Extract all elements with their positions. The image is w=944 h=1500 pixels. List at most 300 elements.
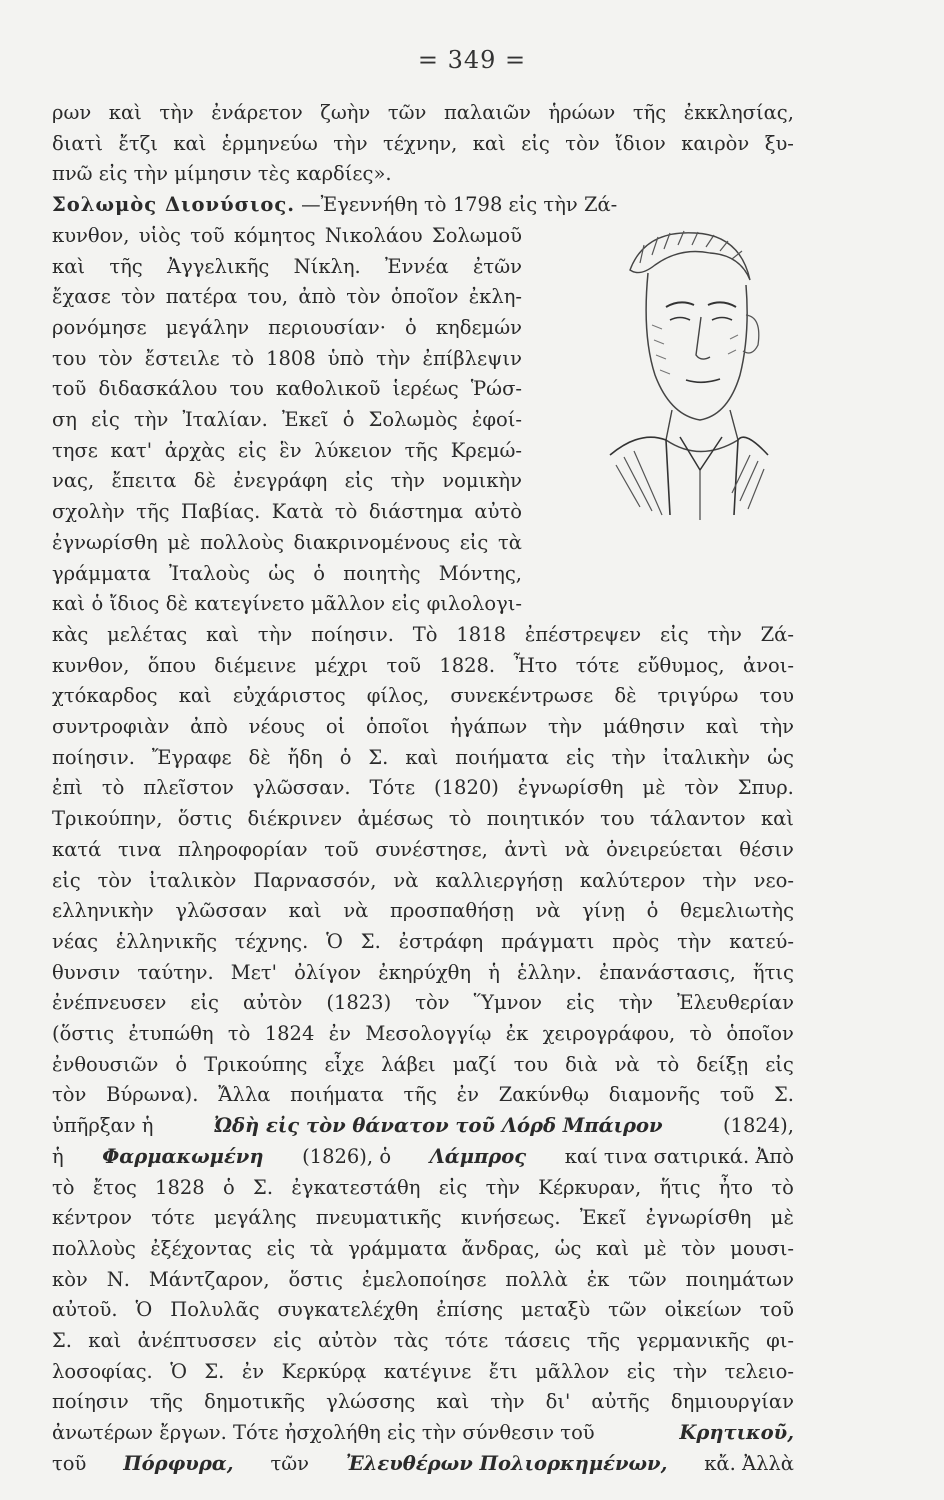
word: μὲ <box>167 530 191 554</box>
text-line <box>52 1144 794 1170</box>
word: συντροφιὰν <box>52 715 170 738</box>
word: ρων <box>52 101 92 124</box>
word: καὶ <box>52 592 86 616</box>
word: δὲ <box>165 592 188 616</box>
word: ξυ- <box>764 131 794 155</box>
word: χτόκαρδος <box>52 684 158 708</box>
word: καὶ <box>288 899 322 923</box>
word: ποιήματα <box>290 1083 384 1107</box>
word: δὲ <box>614 684 637 708</box>
word: τοῦ <box>719 1083 755 1107</box>
word: Ἐλευθερίαν <box>677 991 794 1015</box>
text-run: τοῦ <box>52 1451 87 1475</box>
word: Κατὰ <box>271 500 324 524</box>
word: νεο- <box>753 868 794 892</box>
word: συγκατελέχθη <box>277 1298 419 1322</box>
word: Νίκλη. <box>293 254 361 278</box>
word: καὶ <box>760 807 794 831</box>
text-line <box>52 1389 794 1415</box>
word: ἐγνωρίσθη <box>517 776 624 800</box>
word: κέντρον <box>52 1206 132 1230</box>
word: ἡρώων <box>548 101 616 124</box>
word: γλῶσσαν. <box>252 776 351 800</box>
word: τὸν <box>98 346 133 370</box>
word: πολλοὺς <box>200 530 284 554</box>
text-line <box>52 929 794 955</box>
word: γλῶσσαν <box>175 899 267 923</box>
word: νας, <box>52 469 95 493</box>
text-line <box>52 1420 794 1446</box>
word: Σ. <box>773 1083 794 1107</box>
word: ἠγάπων <box>450 715 528 738</box>
word: ὅπου <box>147 653 196 677</box>
word: θέσιν <box>739 837 794 861</box>
word: πρὸς <box>612 929 660 953</box>
word: Ἐννέα <box>385 254 449 278</box>
word: αὐτῆς <box>591 1390 650 1414</box>
word: εἰς <box>52 868 81 892</box>
text-run: (1826), ὁ <box>302 1144 392 1168</box>
word: Ἰταλίαν. <box>182 408 268 431</box>
word: τῶν <box>608 1298 647 1322</box>
word: τοῦ <box>324 837 359 861</box>
word: ἀπὸ <box>298 285 337 309</box>
word: αὐτὸ <box>474 500 522 524</box>
word: Ἰταλοὺς <box>169 561 250 585</box>
word: καὶ <box>52 254 86 278</box>
word: κατά <box>52 837 102 861</box>
word: εἰς <box>459 530 489 554</box>
word: τὴν <box>376 346 411 370</box>
word: μεταξὺ <box>520 1298 591 1322</box>
word: ὁ <box>91 592 104 616</box>
word: εἰς <box>659 622 689 646</box>
text-line <box>52 1297 794 1323</box>
word: (1823) <box>326 991 392 1015</box>
word: ὁποῖον <box>390 285 459 309</box>
word: ὡς <box>268 561 296 585</box>
word: Μεσολογγίῳ <box>365 1022 492 1045</box>
text-line <box>52 438 522 464</box>
section-heading: Σολωμὸς Διονύσιος. <box>52 193 296 217</box>
word: τοῦ <box>52 377 87 401</box>
word: τὸ <box>334 500 358 524</box>
word: εἰς <box>765 1052 794 1076</box>
word: ποιητὴς <box>343 561 421 585</box>
word: ἐφοί- <box>471 408 522 431</box>
text-line <box>52 714 794 740</box>
word: ἓν <box>279 438 302 462</box>
word: ἔχασε <box>52 285 111 309</box>
word: κινήσεως. <box>460 1206 561 1230</box>
word: αὐτὸν <box>317 1329 378 1352</box>
word: καὶ <box>436 1390 470 1414</box>
word: καὶ <box>405 745 439 769</box>
word: Σ. <box>204 1359 225 1383</box>
word: Ζακύνθῳ <box>498 1083 589 1107</box>
word: ἐνθουσιῶν <box>52 1052 159 1076</box>
word: τέχνην, <box>383 131 458 155</box>
word: πληροφορίαν <box>178 837 308 861</box>
text-line <box>52 530 522 556</box>
word: Σ. <box>368 745 389 769</box>
word: τὴν <box>485 1175 520 1199</box>
word: Σ. <box>52 1329 72 1352</box>
text-line <box>52 1113 794 1139</box>
word: ποίησιν. <box>52 745 135 769</box>
word: κυνθον, <box>52 653 130 677</box>
text-line <box>52 284 522 310</box>
word: μὲ <box>642 776 666 800</box>
word: τὸ <box>231 346 255 370</box>
word: δημιουργίαν <box>670 1390 794 1414</box>
word: Νικολάου <box>324 223 423 247</box>
word: καιρὸν <box>681 131 750 155</box>
word: εἰς <box>190 991 219 1015</box>
word: τὴν <box>672 1359 708 1383</box>
word: τριγύρω <box>657 684 739 708</box>
word: εὔθυμος, <box>637 653 725 677</box>
text-line <box>52 683 794 709</box>
word: ἴδιον <box>615 131 666 155</box>
word: τῆς <box>136 500 170 524</box>
word: δείξῃ <box>696 1052 749 1076</box>
word: τὴν <box>257 622 293 646</box>
word: εἶχε <box>324 1052 365 1076</box>
word: τότε <box>151 1206 195 1230</box>
word: ἐτῶν <box>472 254 522 278</box>
word: τὸν <box>565 131 600 155</box>
word: μουσι- <box>730 1236 794 1260</box>
word: 1828. <box>439 653 496 677</box>
text-line <box>52 223 522 249</box>
word: τὴν <box>390 469 425 493</box>
text-line <box>52 1082 794 1108</box>
word: ποιημάτων <box>685 1267 794 1291</box>
word: Ἀγγελικῆς <box>167 254 270 278</box>
text-line <box>52 376 522 402</box>
word: διακρινομένους <box>293 530 451 554</box>
word: ἐν <box>456 1083 479 1107</box>
word: ὁποῖον <box>726 1022 794 1045</box>
word: φι- <box>766 1329 794 1352</box>
word: ἐκκλησίας, <box>683 101 794 124</box>
word: μὲ <box>770 1206 794 1230</box>
word: ποίησιν. <box>311 622 394 646</box>
word: (ὅστις <box>52 1022 115 1045</box>
word: μαζί <box>452 1052 497 1076</box>
word: αὐτοῦ. <box>52 1298 118 1322</box>
word: εἰς <box>565 745 595 769</box>
word: Πολυλᾶς <box>170 1298 260 1322</box>
word: τῆς <box>149 1390 184 1414</box>
word: Ὁ <box>135 1298 153 1322</box>
word: Μόντης, <box>438 561 522 585</box>
word: του <box>759 684 794 708</box>
word: 1818 <box>456 622 507 646</box>
word: Ὕμνον <box>473 991 543 1015</box>
word: οἱ <box>325 715 346 738</box>
word: τὸν <box>684 776 719 800</box>
word: καὶ <box>472 131 506 155</box>
word: ὁ <box>313 561 326 585</box>
word: Ἦτο <box>513 653 558 677</box>
word: τάλαντον <box>649 807 746 831</box>
text-line <box>52 346 522 372</box>
word: τῆς <box>403 1083 437 1107</box>
word: νὰ <box>343 899 369 923</box>
word: καὶ <box>206 622 240 646</box>
word: κὰς <box>52 622 89 646</box>
word: μᾶλλον <box>535 1359 610 1383</box>
word: τησε <box>52 438 98 462</box>
text-line <box>52 960 794 986</box>
word: ελληνικὴν <box>52 899 154 923</box>
word: συνεκέντρωσε <box>450 684 594 708</box>
text-line <box>52 622 794 648</box>
word: κηδεμών <box>435 315 522 339</box>
word: κατεύ- <box>729 929 794 953</box>
word: κατέγινε <box>383 1359 472 1383</box>
word: τέχνης. <box>234 929 309 953</box>
word: του <box>229 377 264 401</box>
word: τὴν <box>333 131 368 155</box>
text-run: ἀνωτέρων ἔργων. Τότε ἠσχολήθη εἰς τὴν σύνθεσιν τοῦ <box>52 1421 595 1445</box>
word: Κερκύρᾳ <box>281 1359 367 1383</box>
word: Τρικούπης <box>204 1052 308 1076</box>
word: ἐκηρύχθη <box>378 960 472 984</box>
word: ἀντὶ <box>504 837 548 861</box>
text-line: πνῶ εἰς τὴν μίμησιν τὲς καρδίες». <box>52 162 392 186</box>
word: πατέρα <box>165 285 238 309</box>
word: Σολωμοῦ <box>431 223 522 247</box>
word: ἔπειτα <box>111 469 177 493</box>
word: νὰ <box>393 868 419 892</box>
word: τὰ <box>309 1236 334 1260</box>
word: Σ. <box>360 929 381 953</box>
text-line <box>52 653 794 679</box>
word: Παβίας. <box>180 500 261 524</box>
word: ὁ <box>342 408 355 431</box>
word: ζωὴν <box>320 101 371 124</box>
word: εἰς <box>438 1175 468 1199</box>
word: γράμματα <box>52 561 151 585</box>
work-title: Ἐλευθέρων Πολιορκημένων, <box>345 1451 668 1475</box>
text-line <box>52 468 522 494</box>
word: νομικὴν <box>442 469 522 493</box>
text-run: —Ἐγεννήθη τὸ 1798 εἰς τὴν Ζά- <box>301 193 618 217</box>
word: τὸν <box>415 991 450 1015</box>
word: διαμονῆς <box>608 1083 701 1107</box>
text-line <box>52 1451 794 1477</box>
word: ὡς <box>767 745 794 769</box>
word: τοῦ <box>759 1298 794 1322</box>
word: τῆς <box>109 254 143 278</box>
word: ὁ <box>405 315 417 339</box>
word: τὸ <box>656 1052 680 1076</box>
word: καλύτερον <box>579 868 686 892</box>
word: μᾶλλον <box>310 592 386 616</box>
word: εἰς <box>391 592 421 616</box>
word: Τὸ <box>412 622 438 646</box>
portrait-engraving <box>600 225 778 624</box>
word: τάσεις <box>504 1329 571 1352</box>
word: ἴδιος <box>109 592 160 616</box>
word: τὴν <box>490 1390 525 1414</box>
word: γερμανικῆς <box>636 1329 750 1352</box>
word: τὴν <box>611 745 646 769</box>
word: ἀνοι- <box>742 653 794 677</box>
text-line <box>52 806 794 832</box>
word: δημοτικῆς <box>204 1390 306 1414</box>
word: καὶ <box>108 101 142 124</box>
word: ση <box>52 408 77 431</box>
word: κατεγίνετο <box>194 592 305 616</box>
word: καὶ <box>705 715 739 738</box>
text-line <box>52 100 794 126</box>
word: ἡ <box>488 960 500 984</box>
word: εἰς <box>566 991 595 1015</box>
text-line <box>52 1175 794 1201</box>
word: 1828 <box>155 1175 205 1199</box>
word: μέχρι <box>314 653 369 677</box>
word: τὴν <box>133 408 169 431</box>
word: Ν. <box>106 1267 130 1291</box>
word: τῆς <box>586 1329 621 1352</box>
text-line <box>52 990 794 1016</box>
word: δι' <box>545 1390 571 1414</box>
text-line <box>52 898 794 924</box>
word: του <box>600 807 635 831</box>
word: Σ. <box>253 1175 274 1199</box>
word: μὲ <box>643 1236 667 1260</box>
word: ἐπέστρεψεν <box>524 622 642 646</box>
word: Ὁ <box>170 1359 187 1383</box>
word: ἑλλην. <box>516 960 582 984</box>
word: Τρικούπην, <box>52 807 163 831</box>
word: Ὁ <box>326 929 343 953</box>
word: ταύτην. <box>137 960 214 984</box>
word: μελέτας <box>107 622 188 646</box>
word: τὸ <box>448 807 472 831</box>
text-line <box>52 407 522 433</box>
word: λάβει <box>381 1052 436 1076</box>
word: σχολὴν <box>52 500 125 524</box>
text-run: ὑπῆρξαν ἡ <box>52 1114 154 1138</box>
word: ἐνέπνευσεν <box>52 991 167 1015</box>
word: ποιήματα <box>455 745 549 769</box>
word: πράγματι <box>501 929 595 953</box>
word: ἀμέσως <box>357 807 434 831</box>
word: Ζά- <box>760 622 794 646</box>
word: εἰς <box>273 1329 302 1352</box>
word: καὶ <box>173 131 207 155</box>
text-line <box>52 1328 794 1354</box>
word: εἰς <box>237 438 267 462</box>
word: εἰς <box>626 1359 656 1383</box>
text-line <box>52 1052 794 1078</box>
word: ἀρχὰς <box>164 438 226 462</box>
word: ἐκ <box>505 1022 529 1045</box>
text-run: κἄ. Ἀλλὰ <box>704 1451 794 1475</box>
word: νὰ <box>535 899 561 923</box>
word: Κρεμώ- <box>450 438 522 462</box>
word: καὶ <box>88 1329 122 1352</box>
word: ἔτος <box>92 1175 137 1199</box>
word: Σολωμὸς <box>368 408 458 431</box>
work-title: Λάμπρος <box>429 1144 527 1168</box>
word: ἐγκατεστάθη <box>291 1175 421 1199</box>
word: τοῦ <box>190 223 225 247</box>
word: νέας <box>52 929 99 953</box>
word: θεμελιωτὴς <box>680 899 794 923</box>
word: διατὶ <box>52 131 103 155</box>
word: ὡς <box>554 1236 582 1260</box>
word: ἦτο <box>718 1175 754 1199</box>
word: λοσοφίας. <box>52 1359 153 1383</box>
word: εἰς <box>521 131 550 155</box>
word: ὀνειρεύεται <box>606 837 723 861</box>
word: τοῦ <box>386 653 421 677</box>
word: ἐγνωρίσθη <box>645 1206 752 1230</box>
text-line <box>52 591 522 617</box>
word: πλεῖστον <box>143 776 234 800</box>
word: θυνσιν <box>52 960 121 984</box>
word: ὑπὸ <box>327 346 365 370</box>
word: Βύρωνα). <box>106 1083 199 1107</box>
word: ὁ <box>222 1175 235 1199</box>
word: τὴν <box>159 101 194 124</box>
word: ἐγνωρίσθη <box>52 530 158 554</box>
word: νὰ <box>614 1052 640 1076</box>
word: εὐχάριστος <box>232 684 346 708</box>
word: ὀλίγον <box>294 960 362 984</box>
word: τῆς <box>404 438 439 462</box>
word: ἑλληνικῆς <box>115 929 218 953</box>
word: τὸ <box>689 1022 713 1045</box>
word: ἐκλη- <box>468 285 522 309</box>
word: ἔτι <box>488 1359 518 1383</box>
work-title: Ὠδὴ εἰς τὸν θάνατον τοῦ Λόρδ Μπάιρον <box>213 1114 663 1138</box>
word: ἐπανάστασις, <box>599 960 736 984</box>
word: ἐστράφη <box>398 929 484 953</box>
word: τὴν <box>707 622 742 646</box>
word: ποιητικόν <box>486 807 585 831</box>
word: ρονόμησε <box>52 315 147 339</box>
text-line <box>52 868 794 894</box>
text-run: (1824), <box>722 1114 794 1138</box>
word: τὴν <box>702 868 737 892</box>
text-line <box>52 131 794 157</box>
word: καθολικοῦ <box>275 377 381 401</box>
word: διέμεινε <box>214 653 297 677</box>
word: φιλολογι- <box>426 592 522 616</box>
text-run: καί τινα σατιρικά. Ἀπὸ <box>564 1144 794 1168</box>
word: τὴν <box>677 929 712 953</box>
word: ἐκ <box>586 1267 610 1291</box>
word: κόμητος <box>233 223 316 247</box>
word: τὸν <box>681 1236 716 1260</box>
word: Ἐκεῖ <box>579 1206 627 1230</box>
word: περιουσίαν· <box>268 315 386 339</box>
work-title: Φαρμακωμένη <box>102 1144 264 1168</box>
word: συνέστησε, <box>375 837 488 861</box>
word: γλώσσης <box>326 1390 416 1414</box>
text-line <box>52 499 522 525</box>
word: Σπυρ. <box>737 776 794 800</box>
word: τὸ <box>227 1022 251 1045</box>
word: ἐπὶ <box>52 776 83 800</box>
